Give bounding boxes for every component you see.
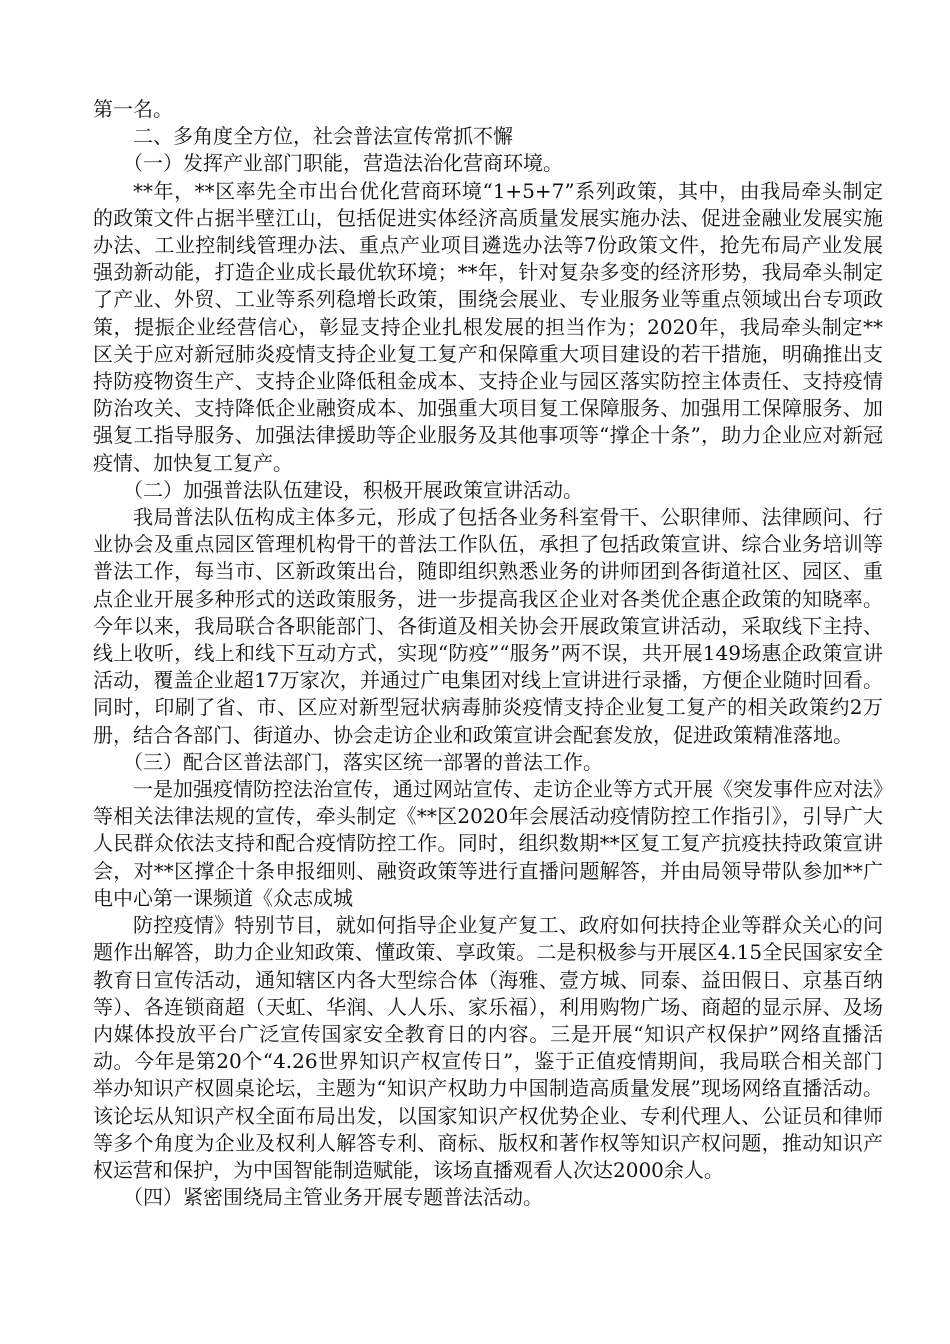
subheading-3: （三）配合区普法部门，落实区统一部署的普法工作。 [123, 749, 603, 774]
paragraph-policy-lectures: 我局普法队伍构成主体多元，形成了包括各业务科室骨干、公职律师、法律顾问、行业协会及重点园区管理机构骨干的普法工作队伍，承担了包括政策宣讲、综合业务培训等普法工作，每当市、区新政策出台，随即组织熟悉业务的讲师团到各街道社区、园区、重点企业开展多种形式的送政策服务，进一步提高我区企业对各类优企惠企政策的知晓率。今年以来，我局联合各职能部门、各街道及相关协会开展政策宣讲活动，采取线下主持、线上收听，线上和线下互动方式，实现“防疫”“服务”两不误，共开展149场惠企政策宣讲活动，覆盖企业超17万家次，并通过广电集团对线上宣讲进行录播，方便企业随时回看。同时，印刷了省、市、区应对新型冠状病毒肺炎疫情支持企业复工复产的相关政策约2万册，结合各部门、街道办、协会走访企业和政策宣讲会配套发放，促进政策精准落地。 [93, 505, 883, 747]
paragraph-closing-line: 第一名。 [93, 97, 173, 121]
section-heading-2: 二、多角度全方位，社会普法宣传常抓不懈 [133, 124, 513, 149]
paragraph-special-programs: 防控疫情》特别节目，就如何指导企业复产复工、政府如何扶持企业等群众关心的问题作出解答，助力企业知政策、懂政策、享政策。二是积极参与开展区4.15全民国家安全教育日宣传活动，通知辖区内各大型综合体（海雅、壹方城、同泰、益田假日、京基百纳等）、各连锁商超（天虹、华润、人人乐、家乐福），利用购物广场、商超的显示屏、及场内媒体投放平台广泛宣传国家安全教育日的内容。三是开展“知识产权保护”网络直播活动。今年是第20个“4.26世界知识产权宣传日”，鉴于正值疫情期间，我局联合相关部门举办知识产权圆桌论坛，主题为“知识产权助力中国制造高质量发展”现场网络直播活动。该论坛从知识产权全面布局出发，以国家知识产权优势企业、专利代理人、公证员和律师等多个角度为企业及权利人解答专利、商标、版权和著作权等知识产权问题，推动知识产权运营和保护，为中国智能制造赋能，该场直播观看人次达2000余人。 [93, 913, 883, 1182]
subheading-1: （一）发挥产业部门职能，营造法治化营商环境。 [123, 151, 563, 176]
paragraph-epidemic-publicity: 一是加强疫情防控法治宣传，通过网站宣传、走访企业等方式开展《突发事件应对法》等相关法律法规的宣传，牵头制定《**区2020年会展活动疫情防控工作指引》，引导广大人民群众依法支持和配合疫情防控工作。同时，组织数期**区复工复产抗疫扶持政策宣讲会，对**区撑企十条申报细则、融资政策等进行直播问题解答，并由局领导带队参加**广电中心第一课频道《众志成城 [93, 777, 883, 910]
document-body [93, 96, 883, 1211]
paragraph-business-environment: **年，**区率先全市出台优化营商环境“1+5+7”系列政策，其中，由我局牵头制定的政策文件占据半壁江山，包括促进实体经济高质量发展实施办法、促进金融业发展实施办法、工业控制线管理办法、重点产业项目遴选办法等7份政策文件，抢先布局产业发展强劲新动能，打造企业成长最优软环境；**年，针对复杂多变的经济形势，我局牵头制定了产业、外贸、工业等系列稳增长政策，围绕会展业、专业服务业等重点领域出台专项政策，提振企业经营信心，彰显支持企业扎根发展的担当作为；2020年，我局牵头制定**区关于应对新冠肺炎疫情支持企业复工复产和保障重大项目建设的若干措施，明确推出支持防疫物资生产、支持企业降低租金成本、支持企业与园区落实防控主体责任、支持疫情防治攻关、支持降低企业融资成本、加强重大项目复工保障服务、加强用工保障服务、加强复工指导服务、加强法律援助等企业服务及其他事项等“撑企十条”，助力企业应对新冠疫情、加快复工复产。 [93, 178, 883, 475]
subheading-4: （四）紧密围绕局主管业务开展专题普法活动。 [123, 1185, 543, 1210]
subheading-2: （二）加强普法队伍建设，积极开展政策宣讲活动。 [123, 477, 583, 502]
